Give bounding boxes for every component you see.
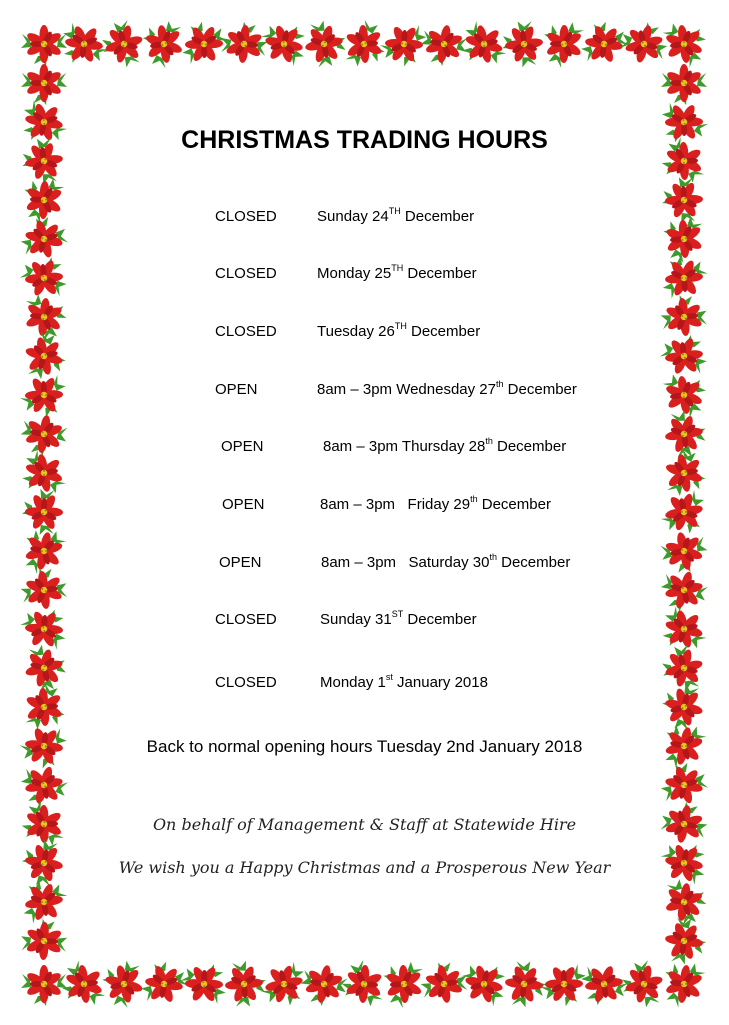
poinsettia-icon: [18, 412, 70, 460]
date-label: 8am – 3pm Saturday 30th December: [321, 552, 571, 571]
poinsettia-icon: [219, 20, 268, 65]
poinsettia-icon: [135, 955, 193, 1010]
poinsettia-icon: [661, 64, 707, 105]
poinsettia-icon: [374, 954, 431, 1014]
poinsettia-icon: [658, 528, 712, 578]
poinsettia-icon: [503, 959, 549, 1009]
poinsettia-icon: [617, 17, 672, 69]
status-label: OPEN: [221, 438, 264, 455]
poinsettia-icon: [21, 965, 67, 1006]
poinsettia-icon: [20, 918, 67, 961]
poinsettia-icon: [452, 14, 513, 76]
date-label: 8am – 3pm Friday 29th December: [320, 494, 551, 513]
poinsettia-icon: [574, 15, 632, 70]
date-label: 8am – 3pm Wednesday 27th December: [317, 379, 577, 398]
poinsettia-icon: [574, 958, 632, 1013]
status-label: CLOSED: [215, 208, 277, 225]
poinsettia-icon: [254, 954, 316, 1015]
poinsettia-icon: [17, 678, 74, 737]
status-label: OPEN: [215, 381, 258, 398]
poinsettia-icon: [17, 287, 73, 346]
poinsettia-icon: [662, 408, 710, 460]
poinsettia-icon: [334, 955, 391, 1014]
poinsettia-icon: [15, 248, 74, 305]
poinsettia-icon: [21, 64, 67, 105]
poinsettia-icon: [97, 956, 149, 1012]
poinsettia-icon: [18, 565, 69, 611]
status-label: OPEN: [219, 554, 262, 571]
poinsettia-icon: [659, 293, 709, 339]
poinsettia-icon: [657, 679, 708, 734]
poinsettia-icon: [223, 959, 268, 1008]
message-line-2: We wish you a Happy Christmas and a Prosperous New Year: [118, 858, 611, 877]
poinsettia-icon: [658, 873, 713, 931]
poinsettia-icon: [658, 445, 712, 502]
poinsettia-icon: [375, 17, 435, 74]
status-label: OPEN: [222, 496, 265, 513]
poinsettia-icon: [97, 17, 149, 73]
poinsettia-icon: [13, 169, 72, 230]
poinsettia-icon: [662, 916, 709, 967]
poinsettia-icon: [656, 565, 712, 618]
status-label: CLOSED: [215, 265, 277, 282]
message-line-1: On behalf of Management & Staff at Statewide Hire: [152, 815, 577, 834]
poinsettia-icon: [655, 363, 716, 424]
poinsettia-icon: [418, 21, 470, 69]
date-label: Sunday 31ST December: [320, 609, 477, 628]
status-label: CLOSED: [215, 323, 277, 340]
date-label: 8am – 3pm Thursday 28th December: [323, 436, 567, 455]
status-label: CLOSED: [215, 611, 277, 628]
poinsettia-icon: [301, 17, 350, 70]
date-label: Tuesday 26TH December: [317, 321, 481, 340]
status-label: CLOSED: [215, 674, 277, 691]
normal-hours-note: Back to normal opening hours Tuesday 2nd January 2018: [146, 737, 583, 756]
poinsettia-icon: [657, 641, 709, 696]
poinsettia-icon: [500, 19, 546, 69]
poinsettia-icon: [661, 176, 704, 224]
poinsettia-icon: [16, 212, 72, 264]
poinsettia-icon: [418, 958, 470, 1006]
poinsettia-icon: [337, 15, 394, 74]
poinsettia-icon: [21, 25, 67, 66]
date-label: Monday 1st January 2018: [320, 672, 488, 691]
date-label: Monday 25TH December: [317, 263, 477, 282]
poinsettia-icon: [654, 483, 716, 544]
poinsettia-icon: [655, 757, 711, 810]
date-label: Sunday 24TH December: [317, 206, 475, 225]
poinsettia-icon: [22, 489, 64, 536]
page-title: CHRISTMAS TRADING HOURS: [181, 126, 548, 154]
poinsettia-icon: [173, 13, 234, 72]
poinsettia-icon: [297, 961, 350, 1010]
poinsettia-icon: [135, 15, 190, 73]
